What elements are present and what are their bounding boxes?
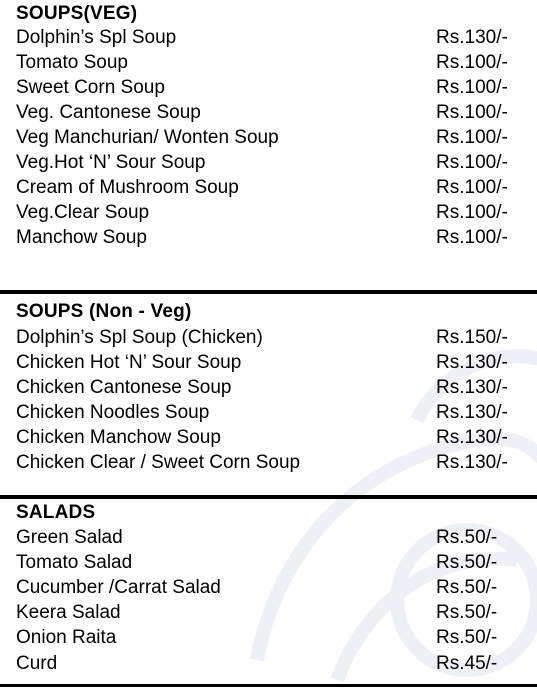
- item-price: Rs.50/-: [436, 552, 498, 573]
- item-price: Rs.130/-: [436, 427, 508, 448]
- item-name: Curd: [16, 653, 58, 674]
- item-price: Rs.130/-: [436, 352, 508, 373]
- item-price: Rs.130/-: [436, 377, 508, 398]
- menu-row: [16, 525, 516, 550]
- item-name: Chicken Clear / Sweet Corn Soup: [16, 452, 301, 473]
- item-name: Cream of Mushroom Soup: [16, 177, 239, 198]
- item-name: Veg Manchurian/ Wonten Soup: [16, 127, 279, 148]
- item-price: Rs.130/-: [436, 27, 508, 48]
- menu-row: [16, 375, 516, 400]
- item-price: Rs.100/-: [436, 77, 508, 98]
- item-price: Rs.100/-: [436, 152, 508, 173]
- item-name: Tomato Salad: [16, 552, 133, 573]
- item-price: Rs.100/-: [436, 127, 508, 148]
- item-name: Chicken Noodles Soup: [16, 402, 210, 423]
- section-divider: [0, 290, 537, 294]
- item-price: Rs.150/-: [436, 327, 508, 348]
- item-name: Chicken Manchow Soup: [16, 427, 221, 448]
- item-name: Chicken Cantonese Soup: [16, 377, 232, 398]
- item-price: Rs.50/-: [436, 602, 498, 623]
- menu-row: [16, 100, 516, 125]
- item-price: Rs.100/-: [436, 202, 508, 223]
- menu-row: [16, 150, 516, 175]
- item-name: Dolphin’s Spl Soup (Chicken): [16, 327, 263, 348]
- section-title-soups-non-veg: SOUPS (Non - Veg): [16, 301, 192, 322]
- menu-row: [16, 125, 516, 150]
- item-price: Rs.100/-: [436, 177, 508, 198]
- menu-row: [16, 651, 516, 676]
- menu-row: [16, 325, 516, 350]
- item-name: Dolphin’s Spl Soup: [16, 27, 177, 48]
- item-price: Rs.50/-: [436, 577, 498, 598]
- menu-row: [16, 450, 516, 475]
- menu-row: [16, 75, 516, 100]
- menu-row: [16, 400, 516, 425]
- item-name: Veg.Clear Soup: [16, 202, 150, 223]
- menu-row: [16, 350, 516, 375]
- item-price: Rs.100/-: [436, 52, 508, 73]
- menu-row: [16, 175, 516, 200]
- item-price: Rs.50/-: [436, 527, 498, 548]
- section-title-soups-veg: SOUPS(VEG): [16, 3, 138, 24]
- menu-row: [16, 600, 516, 625]
- section-divider: [0, 684, 537, 687]
- menu-row: [16, 550, 516, 575]
- section-title-salads: SALADS: [16, 502, 96, 523]
- menu-row: [16, 225, 516, 250]
- item-name: Chicken Hot ‘N’ Sour Soup: [16, 352, 242, 373]
- item-name: Sweet Corn Soup: [16, 77, 165, 98]
- menu-row: [16, 25, 516, 50]
- menu-row: [16, 425, 516, 450]
- item-price: Rs.100/-: [436, 102, 508, 123]
- item-name: Tomato Soup: [16, 52, 128, 73]
- item-name: Manchow Soup: [16, 227, 147, 248]
- item-name: Veg. Cantonese Soup: [16, 102, 201, 123]
- item-name: Cucumber /Carrat Salad: [16, 577, 221, 598]
- item-price: Rs.100/-: [436, 227, 508, 248]
- item-name: Green Salad: [16, 527, 123, 548]
- item-price: Rs.45/-: [436, 653, 498, 674]
- menu-row: [16, 625, 516, 650]
- item-name: Onion Raita: [16, 627, 117, 648]
- menu-row: [16, 50, 516, 75]
- item-price: Rs.130/-: [436, 452, 508, 473]
- item-name: Veg.Hot ‘N’ Sour Soup: [16, 152, 206, 173]
- menu-row: [16, 575, 516, 600]
- section-divider: [0, 495, 537, 499]
- item-name: Keera Salad: [16, 602, 121, 623]
- menu-row: [16, 200, 516, 225]
- item-price: Rs.130/-: [436, 402, 508, 423]
- item-price: Rs.50/-: [436, 627, 498, 648]
